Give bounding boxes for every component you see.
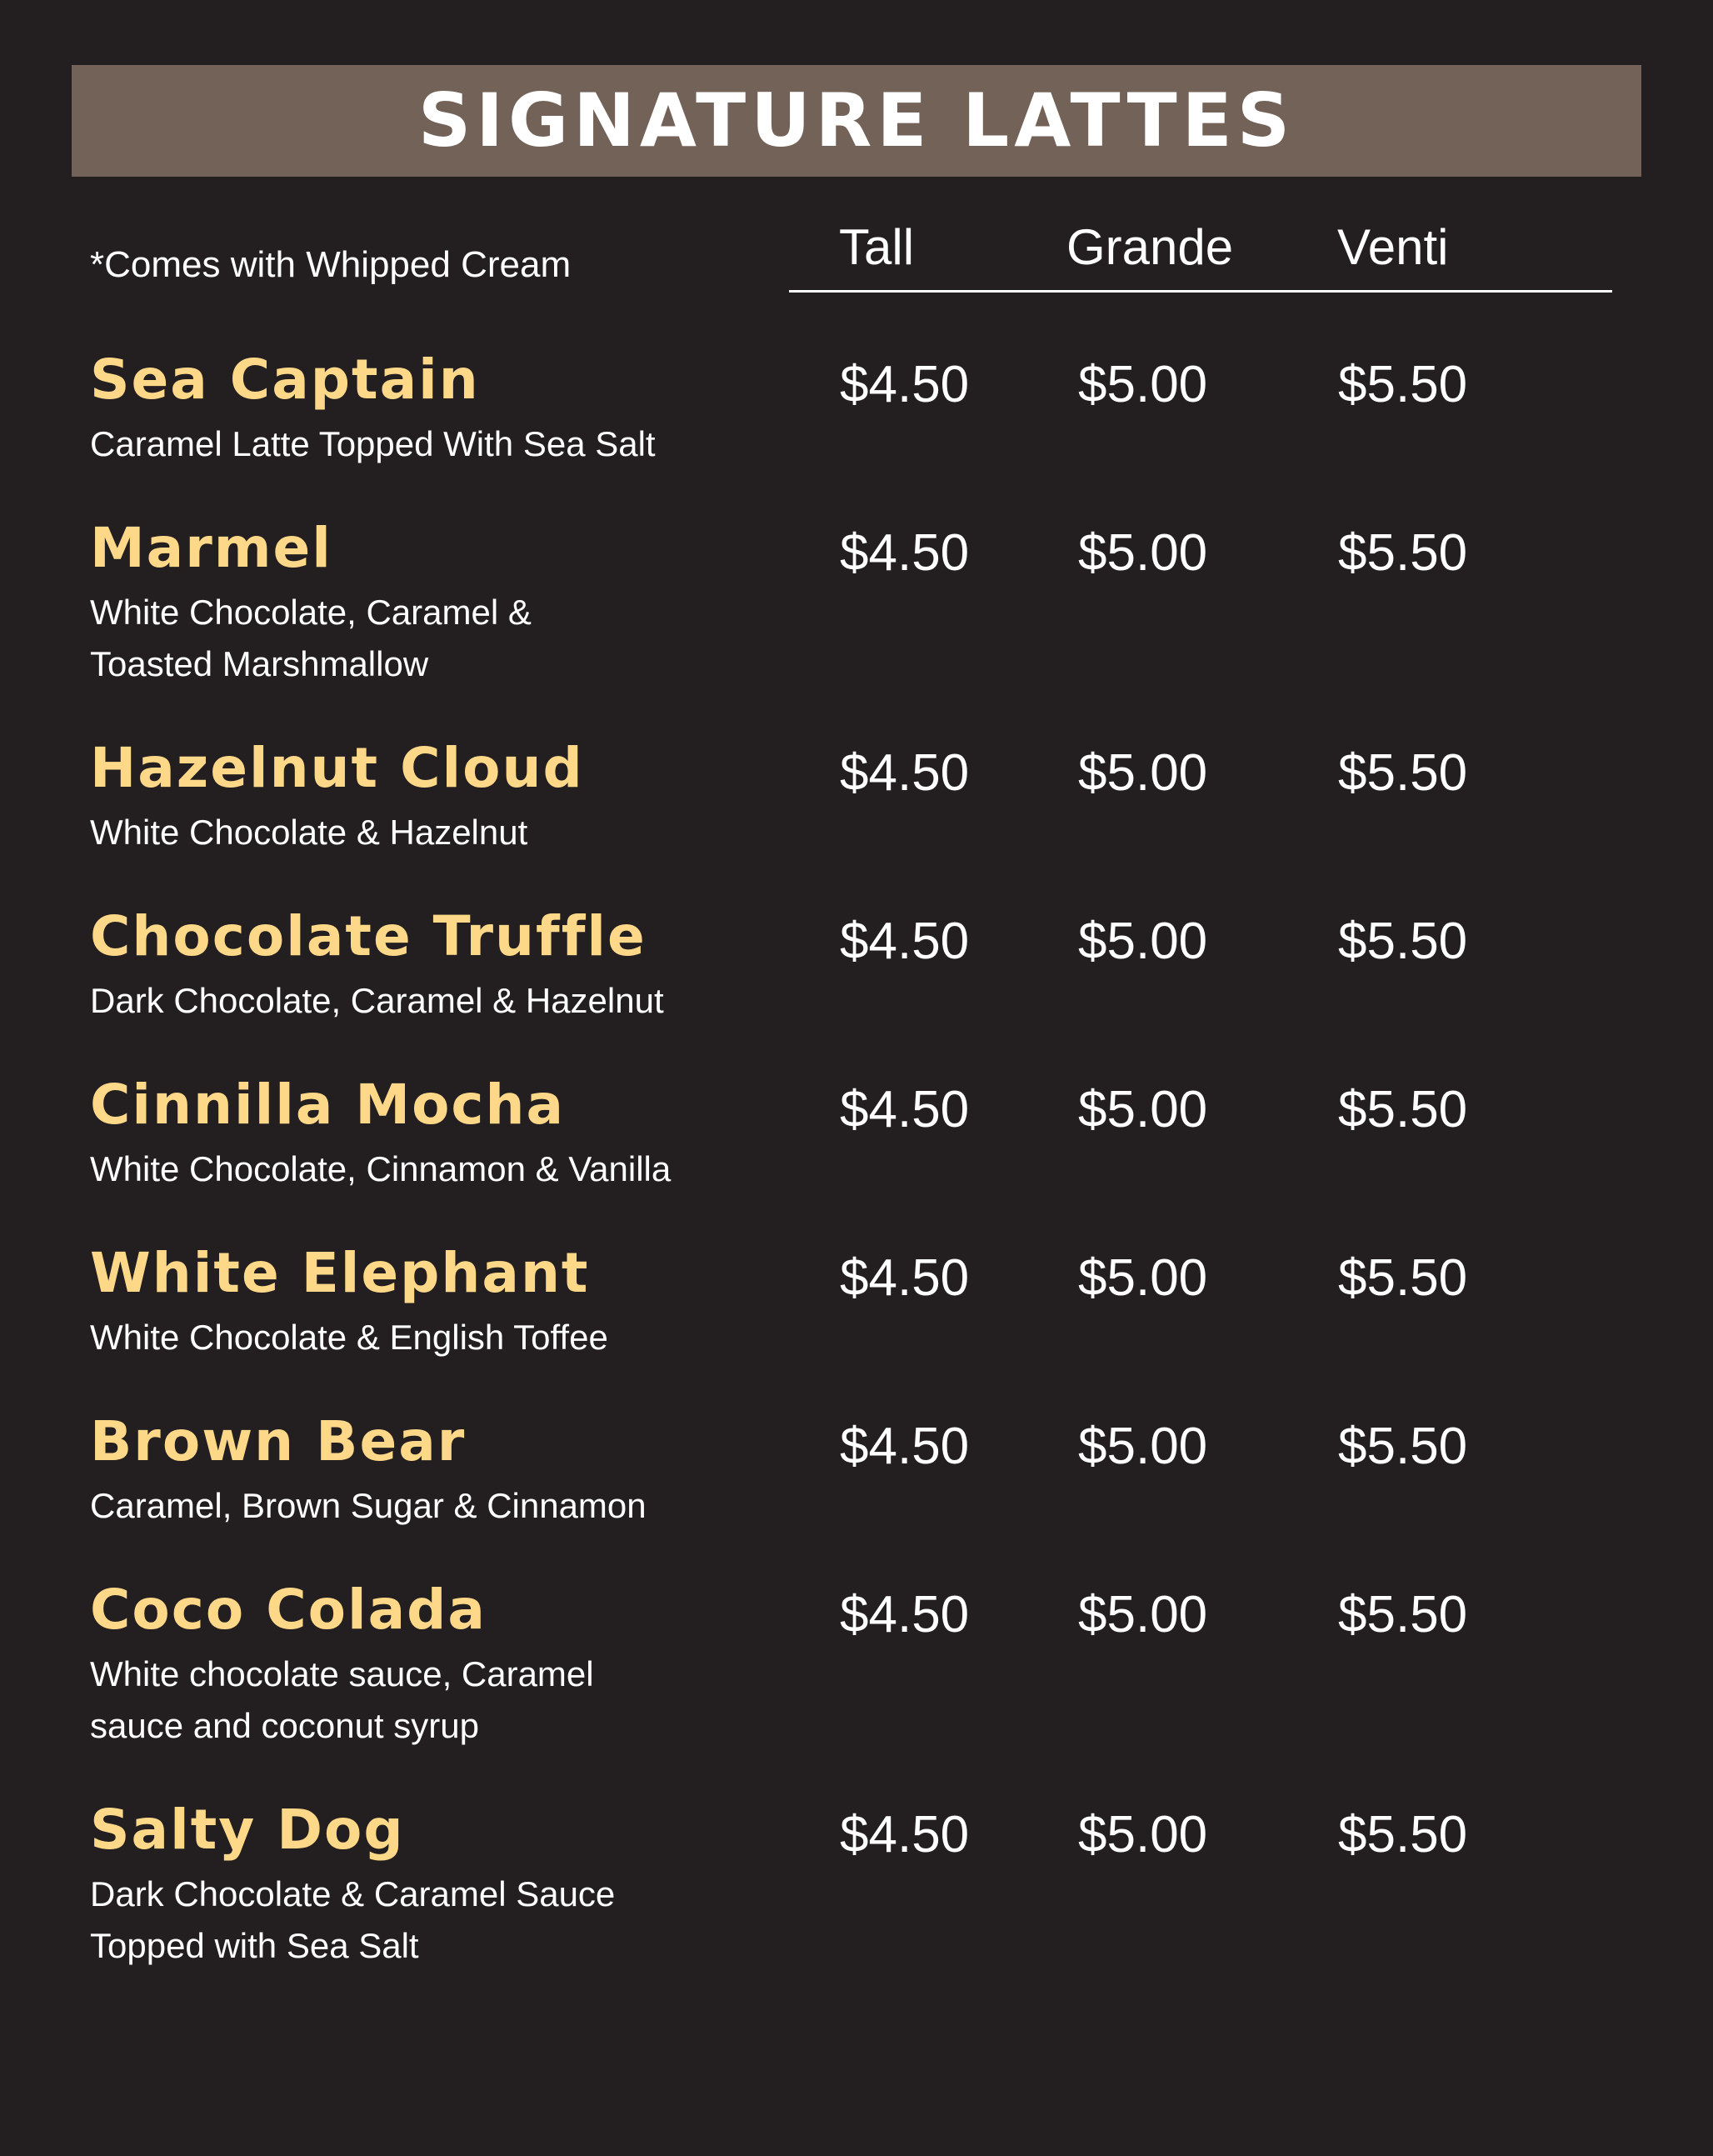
item-description: White Chocolate, Cinnamon & Vanilla — [90, 1149, 672, 1188]
price-venti: $5.50 — [1338, 913, 1468, 970]
price-tall: $4.50 — [840, 1806, 970, 1863]
size-header-grande: Grande — [1066, 219, 1234, 275]
price-tall: $4.50 — [840, 913, 970, 970]
item-description: Dark Chocolate, Caramel & Hazelnut — [90, 981, 664, 1020]
price-venti: $5.50 — [1338, 1081, 1468, 1138]
title-banner — [72, 65, 1641, 177]
price-grande: $5.00 — [1078, 744, 1208, 802]
item-description: Caramel Latte Topped With Sea Salt — [90, 424, 656, 463]
menu-item — [0, 1403, 1713, 1570]
price-tall: $4.50 — [840, 356, 970, 413]
price-venti: $5.50 — [1338, 1586, 1468, 1643]
item-name: Chocolate Truffle — [90, 904, 647, 968]
menu-title: SIGNATURE LATTES — [417, 78, 1296, 163]
item-description: White Chocolate, Caramel & Toasted Marshmallow — [90, 593, 532, 683]
price-tall: $4.50 — [840, 744, 970, 802]
menu-item — [0, 1792, 1713, 1965]
price-venti: $5.50 — [1338, 1806, 1468, 1863]
price-venti: $5.50 — [1338, 1418, 1468, 1475]
header-divider — [789, 290, 1612, 293]
menu-item — [0, 898, 1713, 1065]
price-grande: $5.00 — [1078, 1586, 1208, 1643]
price-grande: $5.00 — [1078, 524, 1208, 582]
item-name: Coco Colada — [90, 1578, 487, 1642]
price-venti: $5.50 — [1338, 744, 1468, 802]
item-name: Brown Bear — [90, 1409, 467, 1473]
item-description: White Chocolate & English Toffee — [90, 1318, 608, 1357]
price-tall: $4.50 — [840, 524, 970, 582]
item-name: Hazelnut Cloud — [90, 736, 584, 800]
price-tall: $4.50 — [840, 1081, 970, 1138]
price-tall: $4.50 — [840, 1249, 970, 1307]
price-grande: $5.00 — [1078, 356, 1208, 413]
item-description: White Chocolate & Hazelnut — [90, 813, 528, 852]
item-description: Dark Chocolate & Caramel Sauce Topped with Sea Salt — [90, 1874, 616, 1965]
price-grande: $5.00 — [1078, 1081, 1208, 1138]
item-name: Sea Captain — [90, 348, 480, 412]
item-name: White Elephant — [90, 1241, 590, 1305]
menu-item — [0, 1235, 1713, 1402]
menu-item — [0, 342, 1713, 508]
item-description: Caramel, Brown Sugar & Cinnamon — [90, 1486, 647, 1525]
price-tall: $4.50 — [840, 1418, 970, 1475]
price-venti: $5.50 — [1338, 1249, 1468, 1307]
price-grande: $5.00 — [1078, 1249, 1208, 1307]
price-grande: $5.00 — [1078, 913, 1208, 970]
size-header-tall: Tall — [839, 219, 915, 275]
menu-item — [0, 1067, 1713, 1233]
menu-item — [0, 730, 1713, 897]
size-header-venti: Venti — [1337, 219, 1449, 275]
price-grande: $5.00 — [1078, 1418, 1208, 1475]
item-name: Salty Dog — [90, 1798, 405, 1862]
price-venti: $5.50 — [1338, 356, 1468, 413]
item-name: Cinnilla Mocha — [90, 1073, 566, 1137]
price-tall: $4.50 — [840, 1586, 970, 1643]
whipped-cream-note: *Comes with Whipped Cream — [90, 244, 572, 285]
menu-item — [0, 1572, 1713, 1745]
item-description: White chocolate sauce, Caramel sauce and coconut syrup — [90, 1654, 594, 1745]
price-grande: $5.00 — [1078, 1806, 1208, 1863]
price-venti: $5.50 — [1338, 524, 1468, 582]
menu-item — [0, 510, 1713, 683]
item-name: Marmel — [90, 516, 332, 580]
